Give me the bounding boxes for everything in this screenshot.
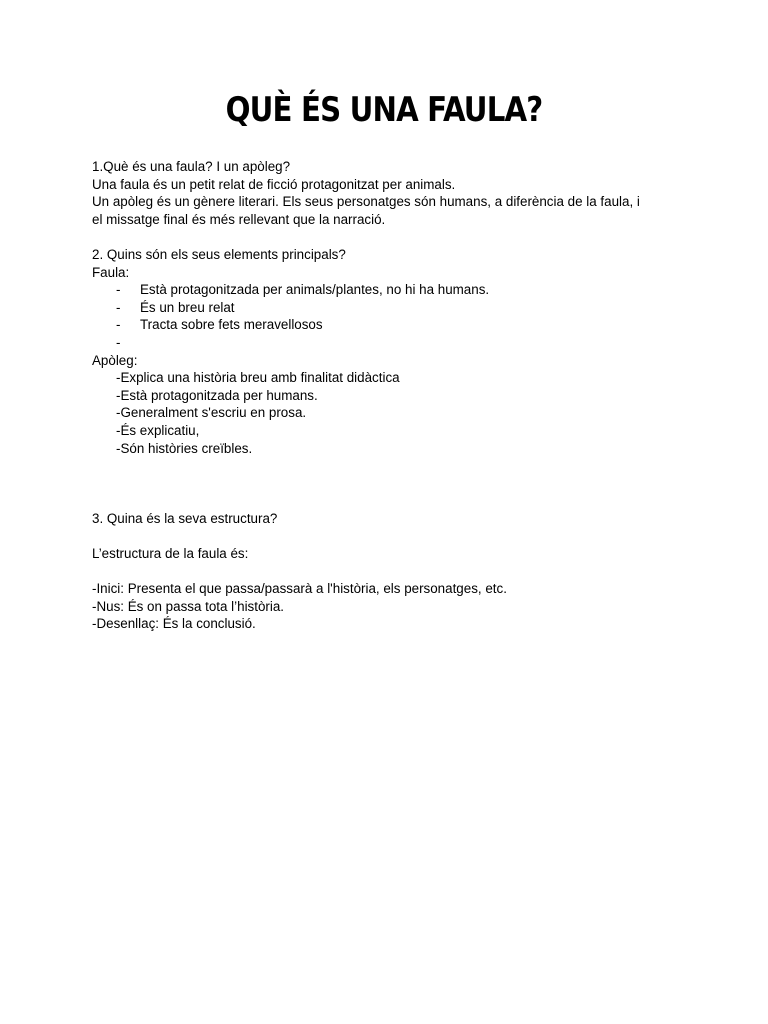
spacer [92, 527, 682, 545]
spacer [92, 457, 682, 475]
apoleg-label: Apòleg: [92, 352, 138, 368]
section1-line-3: el missatge final és més rellevant que la narració. [92, 211, 386, 227]
bullet-dash: - [116, 299, 121, 315]
bullet-dash: - [116, 282, 121, 298]
faula-bullet-text: Tracta sobre fets meravellosos [140, 317, 323, 333]
section2-question: 2. Quins són els seus elements principals? [92, 246, 346, 262]
section3-question: 3. Quina és la seva estructura? [92, 510, 278, 526]
spacer [92, 492, 682, 510]
faula-bullet-item [92, 334, 682, 352]
document-body [92, 158, 682, 633]
bullet-dash: - [116, 317, 121, 333]
apoleg-item: -Està protagonitzada per humans. [116, 387, 318, 403]
structure-intro: L’estructura de la faula és: [92, 546, 249, 562]
bullet-dash: - [116, 334, 121, 350]
spacer [92, 228, 682, 246]
structure-item: -Desenllaç: És la conclusió. [92, 616, 256, 632]
spacer [92, 563, 682, 581]
faula-bullet-text: És un breu relat [140, 299, 235, 315]
faula-bullet-item [92, 281, 682, 299]
apoleg-item: -Generalment s'escriu en prosa. [116, 405, 307, 421]
faula-bullet-text: Està protagonitzada per animals/plantes, no hi ha humans. [140, 282, 490, 298]
faula-bullet-item [92, 299, 682, 317]
apoleg-item: -Explica una història breu amb finalitat didàctica [116, 370, 400, 386]
apoleg-item: -Són històries creïbles. [116, 440, 253, 456]
section1-line-1: Una faula és un petit relat de ficció protagonitzat per animals. [92, 176, 456, 192]
apoleg-item: -És explicatiu, [116, 422, 200, 438]
spacer [92, 475, 682, 493]
faula-bullet-item [92, 316, 682, 334]
faula-label: Faula: [92, 264, 130, 280]
page-title: QUÈ ÉS UNA FAULA? [225, 90, 543, 130]
section1-line-2: Un apòleg és un gènere literari. Els seus personatges són humans, a diferència de la faula, i [92, 194, 640, 210]
structure-item: -Inici: Presenta el que passa/passarà a l'història, els personatges, etc. [92, 581, 507, 597]
structure-item: -Nus: És on passa tota l’història. [92, 598, 285, 614]
section1-question: 1.Què és una faula? I un apòleg? [92, 159, 291, 174]
